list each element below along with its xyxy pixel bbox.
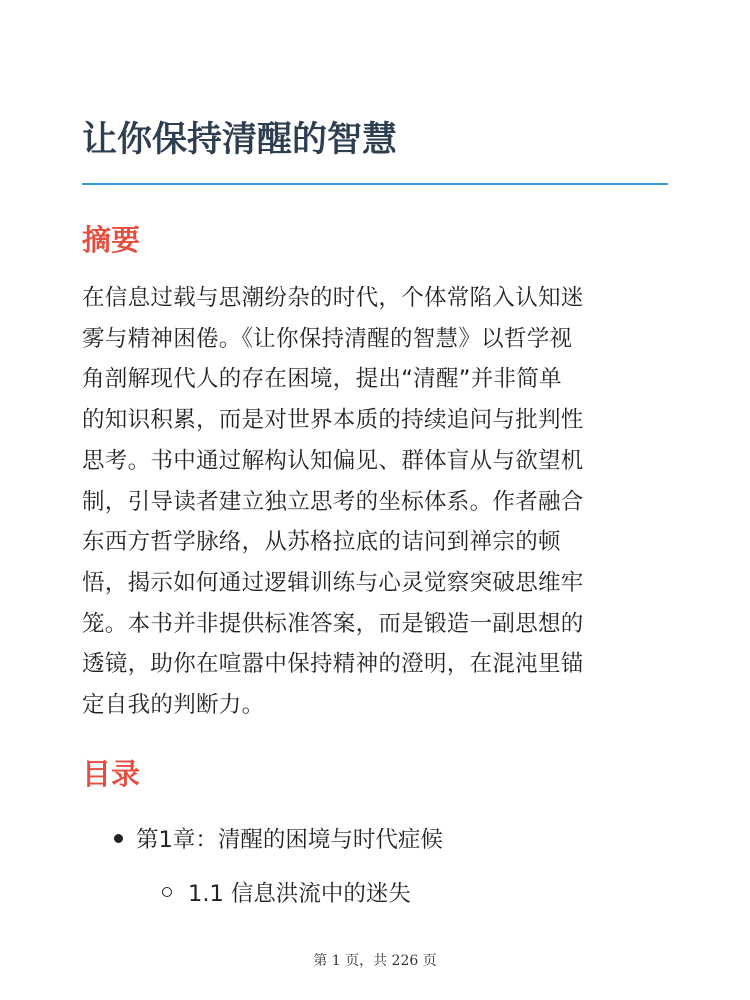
abstract-line: 透镜，助你在喧嚣中保持精神的澄明，在混沌里锚 xyxy=(82,651,584,678)
toc-heading: 目录 xyxy=(82,757,141,791)
abstract-line: 悟，揭示如何通过逻辑训练与心灵觉察突破思维牢 xyxy=(82,569,584,596)
abstract-line: 东西方哲学脉络，从苏格拉底的诘问到禅宗的顿 xyxy=(82,529,561,556)
abstract-line: 在信息过载与思潮纷杂的时代，个体常陷入认知迷 xyxy=(82,285,584,311)
bullet-disc-icon xyxy=(114,834,123,843)
abstract-line: 思考。书中通过解构认知偏见、群体盲从与欲望机 xyxy=(82,447,584,474)
abstract-line: 定自我的判断力。 xyxy=(82,692,265,719)
abstract-line: 角剖解现代人的存在困境，提出“清醒”并非简单 xyxy=(82,366,562,393)
abstract-line: 雾与精神困倦。《让你保持清醒的智慧》以哲学视 xyxy=(82,325,573,352)
document-title: 让你保持清醒的智慧 xyxy=(82,120,398,160)
abstract-line: 笼。本书并非提供标准答案，而是锻造一副思想的 xyxy=(82,610,584,637)
page-number: 第 1 页，共 226 页 xyxy=(313,953,437,969)
toc-item-section-1-1[interactable] xyxy=(162,872,411,912)
toc-item-chapter-1[interactable] xyxy=(114,818,443,858)
abstract-line: 的知识积累，而是对世界本质的持续追问与批判性 xyxy=(82,407,584,434)
abstract-line: 制，引导读者建立独立思考的坐标体系。作者融合 xyxy=(82,488,584,515)
abstract-paragraph xyxy=(82,278,668,726)
document-page xyxy=(82,0,668,1000)
bullet-circle-icon xyxy=(162,887,172,897)
toc-item-label: 第1章：清醒的困境与时代症候 xyxy=(136,827,443,853)
abstract-heading: 摘要 xyxy=(82,223,141,257)
toc-item-label: 1.1 信息洪流中的迷失 xyxy=(188,881,411,907)
title-divider xyxy=(82,183,668,185)
